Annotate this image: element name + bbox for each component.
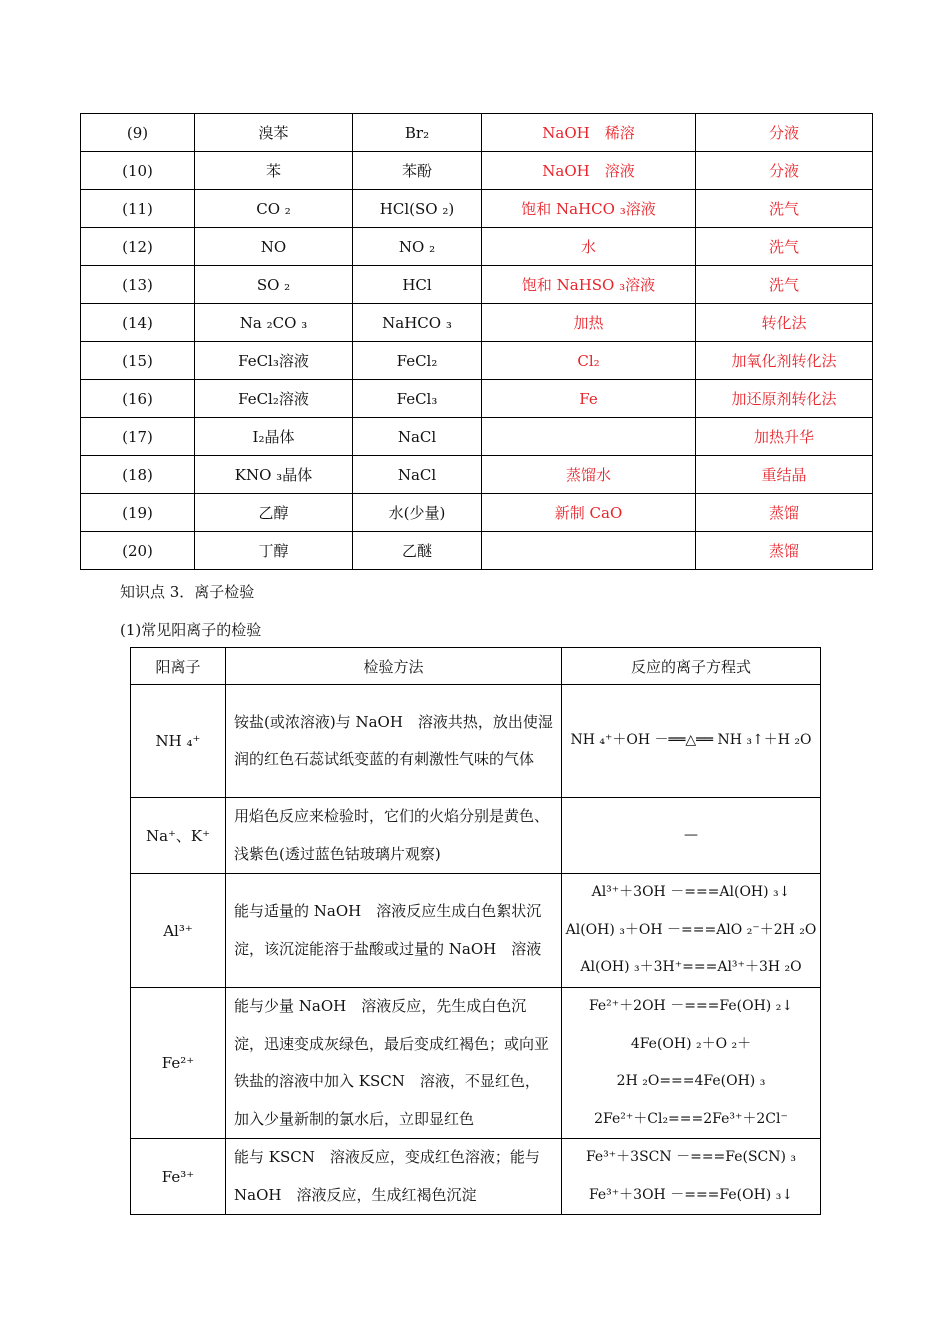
substance-cell: FeCl₃溶液	[195, 342, 353, 380]
row-number: (20)	[81, 532, 195, 570]
table-row	[81, 114, 873, 152]
header-cation: 阳离子	[131, 648, 226, 685]
impurity-cell: FeCl₂	[353, 342, 482, 380]
cation-cell: NH ₄⁺	[131, 685, 226, 798]
impurity-cell: Br₂	[353, 114, 482, 152]
method-cell: 转化法	[696, 304, 873, 342]
subsection-title: (1)常见阳离子的检验	[120, 621, 262, 639]
table-row	[131, 1139, 821, 1215]
row-number: (11)	[81, 190, 195, 228]
equation-line: 2H ₂O===4Fe(OH) ₃	[616, 1073, 766, 1089]
impurity-cell: NaCl	[353, 418, 482, 456]
table-row	[81, 342, 873, 380]
substance-cell: SO ₂	[195, 266, 353, 304]
reagent-cell	[482, 532, 696, 570]
row-number: (19)	[81, 494, 195, 532]
cation-cell: Al³⁺	[131, 874, 226, 988]
impurity-cell: NaHCO ₃	[353, 304, 482, 342]
reagent-cell: 加热	[482, 304, 696, 342]
equation-line: Al(OH) ₃＋3H⁺===Al³⁺＋3H ₂O	[580, 959, 802, 976]
equation-line: 4Fe(OH) ₂＋O ₂＋	[630, 1035, 752, 1052]
substance-cell: Na ₂CO ₃	[195, 304, 353, 342]
impurity-cell: 乙醚	[353, 532, 482, 570]
table-row	[81, 304, 873, 342]
header-equation: 反应的离子方程式	[562, 648, 821, 685]
row-number: (10)	[81, 152, 195, 190]
reagent-cell: 蒸馏水	[482, 456, 696, 494]
substance-cell: FeCl₂溶液	[195, 380, 353, 418]
header-method: 检验方法	[226, 648, 562, 685]
substance-cell: NO	[195, 228, 353, 266]
method-cell: 加热升华	[696, 418, 873, 456]
table-row	[131, 685, 821, 798]
table-row	[81, 380, 873, 418]
impurity-cell: FeCl₃	[353, 380, 482, 418]
equation-cell	[562, 685, 821, 798]
impurity-cell: 水(少量)	[353, 494, 482, 532]
table-row	[81, 418, 873, 456]
method-cell: 能与适量的 NaOH 溶液反应生成白色絮状沉淀，该沉淀能溶于盐酸或过量的 NaOH 溶液	[226, 874, 562, 988]
substance-cell: CO ₂	[195, 190, 353, 228]
substance-cell: 丁醇	[195, 532, 353, 570]
equation-cell	[562, 874, 821, 988]
row-number: (17)	[81, 418, 195, 456]
table-row	[131, 874, 821, 988]
table-row	[81, 494, 873, 532]
reagent-cell	[482, 418, 696, 456]
impurity-cell: HCl	[353, 266, 482, 304]
row-number: (16)	[81, 380, 195, 418]
section-title: 知识点 3．离子检验	[120, 583, 255, 601]
substance-cell: 乙醇	[195, 494, 353, 532]
table-row	[81, 266, 873, 304]
cation-cell: Fe²⁺	[131, 988, 226, 1139]
method-cell: 分液	[696, 152, 873, 190]
row-number: (18)	[81, 456, 195, 494]
method-cell: 用焰色反应来检验时，它们的火焰分别是黄色、浅紫色(透过蓝色钴玻璃片观察)	[226, 798, 562, 874]
method-cell: 洗气	[696, 190, 873, 228]
substance-cell: 苯	[195, 152, 353, 190]
row-number: (15)	[81, 342, 195, 380]
equation-line: Fe³⁺＋3SCN －===Fe(SCN) ₃	[585, 1149, 797, 1165]
row-number: (14)	[81, 304, 195, 342]
equation-line: Fe³⁺＋3OH －===Fe(OH) ₃↓	[588, 1186, 794, 1203]
table-row	[81, 456, 873, 494]
method-cell: 洗气	[696, 228, 873, 266]
substance-cell: I₂晶体	[195, 418, 353, 456]
method-cell: 加氧化剂转化法	[696, 342, 873, 380]
row-number: (12)	[81, 228, 195, 266]
impurity-cell: 苯酚	[353, 152, 482, 190]
method-cell: 加还原剂转化法	[696, 380, 873, 418]
equation-cell	[562, 988, 821, 1139]
table-row	[81, 228, 873, 266]
method-cell: 蒸馏	[696, 494, 873, 532]
table-row	[81, 152, 873, 190]
reagent-cell: 新制 CaO	[482, 494, 696, 532]
substance-cell: KNO ₃晶体	[195, 456, 353, 494]
reagent-cell: 饱和 NaHSO ₃溶液	[482, 266, 696, 304]
table-row	[81, 190, 873, 228]
equation-line: Al(OH) ₃＋OH －===AlO ₂⁻＋2H ₂O	[565, 921, 817, 938]
method-cell: 分液	[696, 114, 873, 152]
impurity-cell: NaCl	[353, 456, 482, 494]
reagent-cell: 饱和 NaHCO ₃溶液	[482, 190, 696, 228]
reagent-cell: NaOH 溶液	[482, 152, 696, 190]
cation-cell: Fe³⁺	[131, 1139, 226, 1215]
equation-line: NH ₄⁺＋OH －══△══ NH ₃↑＋H ₂O	[570, 732, 812, 749]
method-cell: 能与少量 NaOH 溶液反应，先生成白色沉淀，迅速变成灰绿色，最后变成红褐色；或向亚铁盐的溶液中加入 KSCN 溶液，不显红色，加入少量新制的氯水后，立即显红色	[226, 988, 562, 1139]
equation-line: —	[684, 826, 698, 843]
equation-line: 2Fe²⁺＋Cl₂===2Fe³⁺＋2Cl⁻	[594, 1110, 788, 1127]
reagent-cell: Fe	[482, 380, 696, 418]
impurity-cell: HCl(SO ₂)	[353, 190, 482, 228]
table-row	[81, 532, 873, 570]
equation-cell	[562, 798, 821, 874]
method-cell: 蒸馏	[696, 532, 873, 570]
method-cell: 能与 KSCN 溶液反应，变成红色溶液；能与 NaOH 溶液反应，生成红褐色沉淀	[226, 1139, 562, 1215]
row-number: (13)	[81, 266, 195, 304]
table-row	[131, 798, 821, 874]
table-row	[131, 988, 821, 1139]
method-cell: 铵盐(或浓溶液)与 NaOH 溶液共热，放出使湿润的红色石蕊试纸变蓝的有刺激性气味的气体	[226, 685, 562, 798]
method-cell: 洗气	[696, 266, 873, 304]
separation-table	[80, 113, 873, 570]
impurity-cell: NO ₂	[353, 228, 482, 266]
equation-line: Al³⁺＋3OH －===Al(OH) ₃↓	[591, 884, 791, 901]
table-header-row	[131, 648, 821, 685]
cation-cell: Na⁺、K⁺	[131, 798, 226, 874]
equation-line: Fe²⁺＋2OH －===Fe(OH) ₂↓	[588, 998, 794, 1014]
row-number: (9)	[81, 114, 195, 152]
equation-cell	[562, 1139, 821, 1215]
cation-test-table	[130, 647, 821, 1215]
reagent-cell: Cl₂	[482, 342, 696, 380]
method-cell: 重结晶	[696, 456, 873, 494]
reagent-cell: 水	[482, 228, 696, 266]
substance-cell: 溴苯	[195, 114, 353, 152]
reagent-cell: NaOH 稀溶	[482, 114, 696, 152]
